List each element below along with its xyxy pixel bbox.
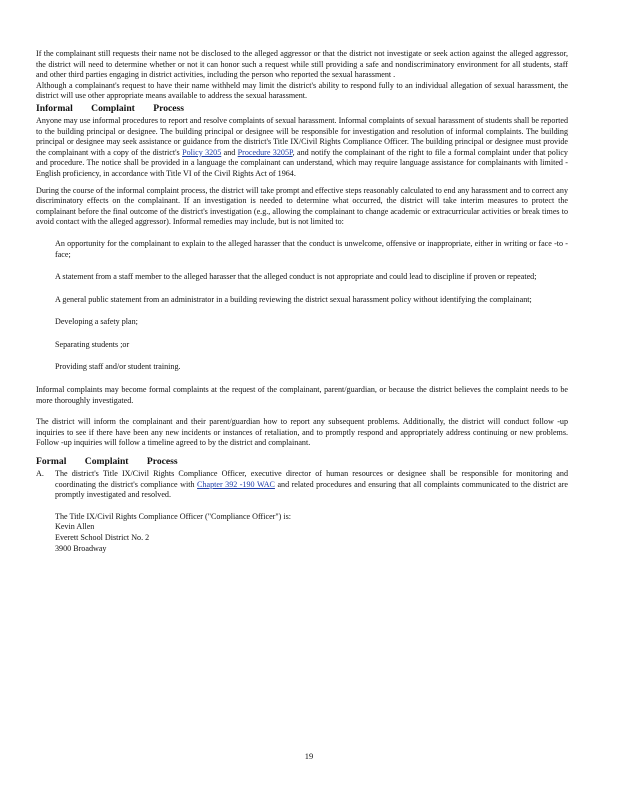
page-number: 19: [304, 751, 314, 761]
address-line: Kevin Allen: [55, 522, 95, 532]
document-page: [36, 49, 568, 554]
list-item: Providing staff and/or student training.: [55, 362, 181, 372]
formal-item-a: A. The district's Title IX/Civil Rights Compliance Officer, executive director of human resources or designee shall be responsible for monitoring and coordinating the district's compliance with Chapter 392 -190 WAC and related procedures and ensuring that all complaints communicated to the district are promptly investigated and resolved.: [36, 469, 568, 500]
address-line: 3900 Broadway: [55, 543, 107, 553]
list-item: A statement from a staff member to the alleged harasser that the alleged conduct is not appropriate and could lead to discipline if proven or repeated;: [55, 272, 537, 282]
informal-complaint-heading: Informal Complaint Process: [36, 102, 185, 114]
formal-complaint-heading: Formal Complaint Process: [36, 456, 178, 468]
intro-paragraph-2: Although a complainant's request to have their name withheld may limit the district's ability to respond fully to an individual allegation of sexual harassment, the district will use other appropriate means available to address the sexual harassment.: [36, 80, 568, 101]
list-item: An opportunity for the complainant to explain to the alleged harasser that the conduct is unwelcome, offensive or inappropriate, either in writing or face -to -face;: [55, 238, 568, 259]
intro-paragraph-1: If the complainant still requests their name not be disclosed to the alleged aggressor or that the district not investigate or seek action against the alleged aggressor, the district will need to determine whether or not it can honor such a request while still providing a safe and nondiscriminatory environment for all students, staff and other third parties engaging in district activities, including the person who reported the sexual harassment .: [36, 49, 568, 80]
informal-paragraph-4: The district will inform the complainant and their parent/guardian how to report any subsequent problems. Additionally, the district will conduct follow -up inquiries to see if there have been any new incidents or instances of retaliation, and to promptly respond and appropriately address continuing or new problems. Follow -up inquiries will follow a timeline agreed to by the district and complainant.: [36, 417, 568, 448]
informal-paragraph-2: During the course of the informal complaint process, the district will take prompt and effective steps reasonably calculated to end any harassment and to correct any discriminatory effects on the complainant. If an investigation is needed to determine what occurred, the district will take interim measures to protect the complainant before the final outcome of the district's investigation (e.g., allowing the complainant to change academic or extracurricular activities or break times to avoid contact with the alleged aggressor). Informal remedies may include, but is not limited to:: [36, 185, 568, 227]
informal-paragraph-1: Anyone may use informal procedures to report and resolve complaints of sexual harassment. Informal complaints of sexual harassment of students shall be reported to the building principal or designee. The building principal or designee will be responsible for investigation and resolution of informal complaints. The building principal or designee may seek assistance or guidance from the district's Title IX/Civil Rights Compliance Officer. The building principal or designee must provide the complainant with a copy of the district's Policy 3205 and Procedure 3205P, and notify the complainant of the right to file a formal complaint under that policy and procedure. The notice shall be provided in a language the complainant can understand, which may require language assistance for complainants with limited -English proficiency, in accordance with Title VI of the Civil Rights Act of 1964.: [36, 115, 568, 178]
compliance-officer-address: [36, 522, 568, 554]
list-item: Separating students ;or: [55, 339, 130, 349]
policy-3205-link[interactable]: Policy 3205: [182, 147, 222, 157]
procedure-3205p-link[interactable]: Procedure 3205P: [237, 147, 293, 157]
address-line: Everett School District No. 2: [55, 533, 150, 542]
item-letter: A.: [36, 469, 44, 479]
list-item: Developing a safety plan;: [55, 317, 138, 327]
informal-remedies-list: [36, 239, 568, 373]
chapter-392-190-wac-link[interactable]: Chapter 392 -190 WAC: [197, 479, 275, 489]
compliance-officer-label: The Title IX/Civil Rights Compliance Officer ("Compliance Officer") is:: [55, 511, 292, 521]
list-item: A general public statement from an administrator in a building reviewing the district sexual harassment policy without identifying the complainant;: [55, 294, 532, 304]
informal-paragraph-3: Informal complaints may become formal complaints at the request of the complainant, parent/guardian, or because the district believes the complaint needs to be more thoroughly investigated.: [36, 385, 568, 405]
